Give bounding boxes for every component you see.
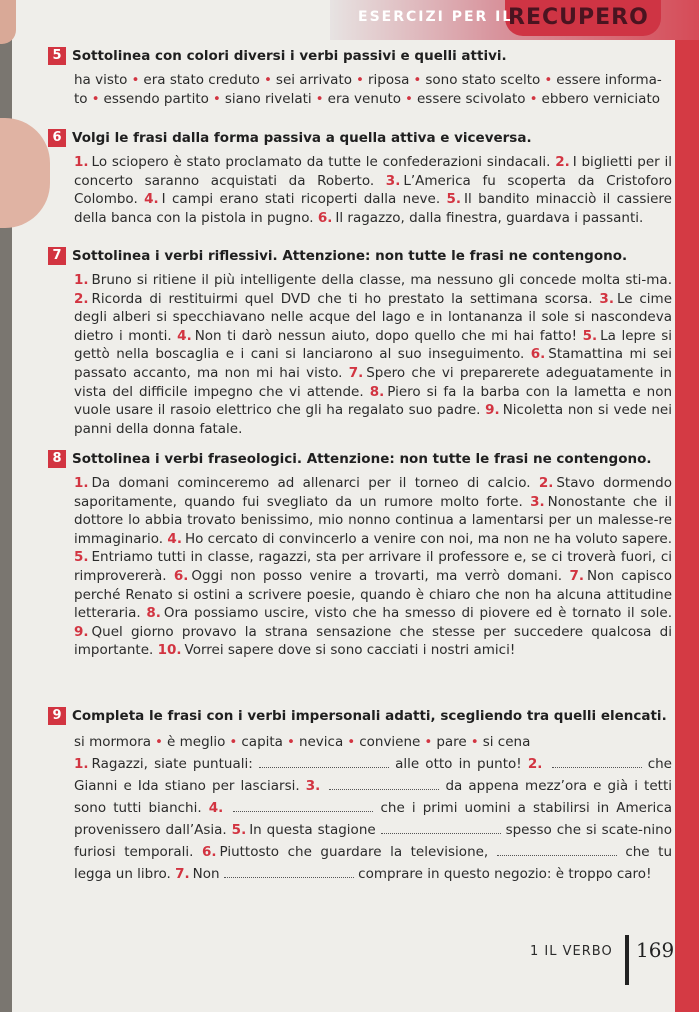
header-title: RECUPERO xyxy=(508,5,649,30)
sentence: che i primi uomini a stabilirsi in America provenissero dall’Asia. xyxy=(74,800,672,838)
exercise-6 xyxy=(48,128,678,227)
fill-blank[interactable] xyxy=(552,755,642,768)
sentence: Stavo dormendo saporitamente, quando fui svegliato da un rumore molto forte. xyxy=(74,475,672,510)
sentence: Le cime degli alberi si specchiavano nelle acque del lago e in lontananza il sole si nascondeva dietro i monti. xyxy=(74,290,672,344)
exercise-7 xyxy=(48,246,678,438)
exercise-body: ha visto • era stato creduto • sei arrivato • riposa • sono stato scelto • essere informa- to • essendo partito • siano rivelati • era venuto • essere scivolato • ebbero verniciato xyxy=(74,72,662,107)
sentence-number: 3. xyxy=(599,290,614,307)
sentence: Piuttosto che guardare la televisione, xyxy=(219,844,489,860)
fill-blank[interactable] xyxy=(259,755,389,768)
sentence: Ragazzi, siate puntuali: xyxy=(91,756,253,772)
sentence-number: 5. xyxy=(231,822,247,838)
list-item: sono stato scelto xyxy=(425,72,541,88)
sentence: che tu legga un libro. xyxy=(74,844,673,882)
list-item: riposa xyxy=(367,72,410,88)
chapter-label: 1 IL VERBO xyxy=(530,944,613,959)
exercise-9 xyxy=(48,706,678,885)
sentence: Da domani cominceremo ad allenarci per il torneo di calcio. xyxy=(91,475,531,491)
sentence: Non capisco perché Renato si ostini a scrivere poesie, quando è chiaro che non ha alcuna attitudine letteraria. xyxy=(74,567,673,622)
sentence-number: 4. xyxy=(167,530,182,547)
option-verb: nevica xyxy=(298,734,344,750)
sentence-number: 3. xyxy=(385,172,401,189)
option-verb: si mormora xyxy=(74,734,152,750)
sentence: In questa stagione xyxy=(249,822,376,838)
sentence-number: 1. xyxy=(74,272,89,288)
sentence-number: 5. xyxy=(74,549,89,566)
sentence: Non xyxy=(192,866,220,882)
sentence-number: 5. xyxy=(446,191,462,208)
sentence-number: 8. xyxy=(369,383,385,400)
exercise-instruction: Sottolinea i verbi fraseologici. Attenzione: non tutte le frasi ne contengono. xyxy=(72,451,652,467)
exercise-instruction: Sottolinea con colori diversi i verbi passivi e quelli attivi. xyxy=(72,48,507,64)
fill-blank[interactable] xyxy=(233,799,373,812)
option-verb: conviene xyxy=(359,734,421,750)
sentence: Entriamo tutti in classe, ragazzi, sta per arrivare il professore e, se ci troverà fuori, ci rimprovererà. xyxy=(74,549,672,584)
finger-shadow xyxy=(0,0,16,44)
list-item: siano rivelati xyxy=(224,90,312,107)
list-item: era venuto xyxy=(327,90,402,107)
sentence: Nonostante che il dottore lo abbia trovato benissimo, mio nonno continua a lamentarsi per un malesse-re immaginario. xyxy=(74,493,673,547)
sentence-number: 9. xyxy=(485,402,500,419)
exercise-number: 5 xyxy=(48,47,66,65)
header-subtitle: ESERCIZI PER IL xyxy=(358,9,514,25)
sentence-number: 6. xyxy=(173,567,189,584)
exercise-8 xyxy=(48,449,678,660)
sentence-number: 10. xyxy=(157,642,182,659)
sentence-number: 4. xyxy=(144,191,159,208)
list-item: essere scivolato xyxy=(417,90,526,107)
sentence: Spero che vi preparerete adeguatamente in vista del difficile impegno che vi attende. xyxy=(74,364,672,400)
sentence: Ora possiamo uscire, visto che ha smesso di piovere ed è tornato il sole. xyxy=(163,605,672,622)
option-verb: capita xyxy=(241,734,283,750)
sentence-number: 3. xyxy=(305,778,321,794)
sentence: alle otto in punto! xyxy=(395,756,522,772)
red-edge-band xyxy=(675,0,699,1012)
sentence: La lepre si gettò nella boscaglia e i cani si lanciarono al suo inseguimento. xyxy=(74,327,672,363)
sentence: Stamattina mi sei passato accanto, ma non mi hai visto. xyxy=(74,346,672,381)
sentence: Il bandito minacciò il cassiere della banca con la pistola in pugno. xyxy=(74,191,672,226)
list-item: to xyxy=(74,90,88,107)
fill-blank[interactable] xyxy=(224,865,354,878)
option-verb: si cena xyxy=(482,734,531,750)
exercise-body: si mormora • è meglio • capita • nevica • conviene • pare • si cena 1. Ragazzi, siate puntuali: alle otto in punto! 2. che Gianni e Ida stiano per lasciarsi. 3. da appena mezz’ora e già i tetti sono tutti bianchi. 4. che i primi uomini a stabilirsi in America provenissero dall’Asia. 5. In questa stagione spesso che si scate-nino furiosi temporali. 6. Piuttosto che guardare la televisione, che tu legga un libro. 7. Non comprare in questo negozio: è troppo caro! xyxy=(74,734,673,882)
sentence-number: 2. xyxy=(74,290,89,307)
fill-blank[interactable] xyxy=(381,821,501,834)
sentence-number: 7. xyxy=(569,567,584,584)
fill-blank[interactable] xyxy=(497,843,617,856)
sentence: che Gianni e Ida stiano per lasciarsi. xyxy=(74,756,672,794)
sentence-number: 6. xyxy=(530,346,546,363)
sentence-number: 6. xyxy=(317,209,333,226)
sentence: Quel giorno provavo la strana sensazione che stesse per succedere qualcosa di importante. xyxy=(74,623,672,659)
sentence-number: 8. xyxy=(146,605,161,622)
page-number: 169 xyxy=(636,938,675,962)
list-item: ha visto xyxy=(74,72,128,88)
exercise-instruction: Completa le frasi con i verbi impersonali adatti, scegliendo tra quelli elencati. xyxy=(72,708,667,724)
sentence-number: 6. xyxy=(201,844,217,860)
sentence: Ricorda di restituirmi quel DVD che ti ho prestato la settimana scorsa. xyxy=(91,290,593,307)
sentence-number: 2. xyxy=(538,475,554,491)
sentence: L’America fu scoperta da Cristoforo Colombo. xyxy=(74,172,672,208)
sentence-number: 3. xyxy=(530,493,545,510)
sentence: Vorrei sapere dove si sono cacciati i nostri amici! xyxy=(184,642,516,659)
sentence: Lo sciopero è stato proclamato da tutte le confederazioni sindacali. xyxy=(91,154,551,170)
sentence: Non ti darò nessun aiuto, dopo quello che mi hai fatto! xyxy=(194,327,577,344)
sentence: I biglietti per il concerto saranno acquistati da Roberto. xyxy=(74,154,672,189)
exercise-number: 7 xyxy=(48,247,66,265)
list-item: essere informa- xyxy=(556,72,662,88)
sentence-number: 5. xyxy=(582,327,598,344)
sentence: Ho cercato di convincerlo a venire con noi, ma non ne ha voluto sapere. xyxy=(184,530,672,547)
exercise-5 xyxy=(48,46,678,108)
sentence: Piero si fa la barba con la lametta e non vuole usare il rasoio elettrico che gli ha regalato suo padre. xyxy=(74,383,673,419)
sentence: Il ragazzo, dalla finestra, guardava i passanti. xyxy=(335,209,644,226)
exercise-number: 9 xyxy=(48,707,66,725)
list-item: essendo partito xyxy=(103,90,209,107)
list-item: ebbero verniciato xyxy=(541,90,660,107)
sentence-number: 1. xyxy=(74,475,89,491)
sentence-number: 1. xyxy=(74,154,89,170)
option-verb: pare xyxy=(436,734,467,750)
exercise-instruction: Sottolinea i verbi riflessivi. Attenzione: non tutte le frasi ne contengono. xyxy=(72,248,628,264)
exercise-instruction: Volgi le frasi dalla forma passiva a quella attiva e viceversa. xyxy=(72,130,532,146)
sentence: spesso che si scate-nino furiosi temporali. xyxy=(74,822,672,860)
sentence-number: 4. xyxy=(208,800,224,816)
sentence-number: 7. xyxy=(175,866,190,882)
sentence: comprare in questo negozio: è troppo caro! xyxy=(358,866,652,882)
sentence-number: 9. xyxy=(74,623,89,640)
exercise-number: 8 xyxy=(48,450,66,468)
sentence: Bruno si ritiene il più intelligente della classe, ma nessuno gli concede molta sti-ma. xyxy=(91,272,672,288)
sentence: Oggi non posso venire a trovarti, ma verrò domani. xyxy=(191,567,563,584)
sentence-number: 2. xyxy=(555,154,570,170)
sentence-number: 2. xyxy=(527,756,543,772)
footer-divider xyxy=(625,935,629,985)
exercise-body xyxy=(48,474,678,660)
sentence: I campi erano stati ricoperti dalla neve. xyxy=(161,191,441,208)
exercise-body xyxy=(48,153,678,227)
sentence-number: 1. xyxy=(74,756,89,772)
exercise-number: 6 xyxy=(48,129,66,147)
exercise-body xyxy=(48,271,678,438)
option-verb: è meglio xyxy=(167,734,226,750)
sentence-number: 4. xyxy=(177,327,192,344)
sentence-number: 7. xyxy=(348,364,364,381)
fill-blank[interactable] xyxy=(329,777,439,790)
sentence: Nicoletta non si vede nei panni della donna fatale. xyxy=(74,402,672,437)
list-item: era stato creduto xyxy=(143,72,260,88)
list-item: sei arrivato xyxy=(275,72,353,88)
sentence: da appena mezz’ora e già i tetti sono tutti bianchi. xyxy=(74,778,672,816)
